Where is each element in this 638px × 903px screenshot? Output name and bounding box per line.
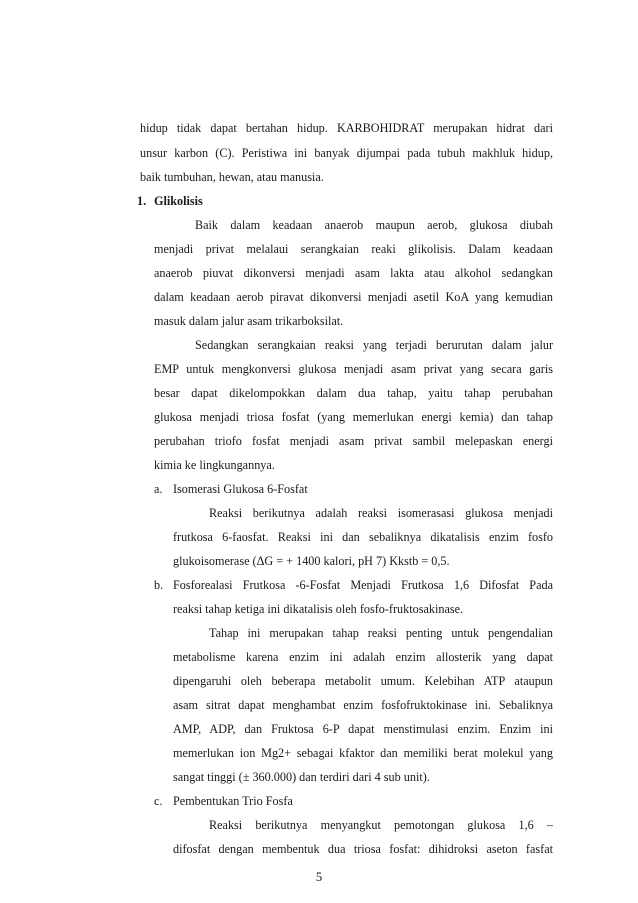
intro-line-3: baik tumbuhan, hewan, atau manusia. [140,170,324,184]
item-a-line-3: glukoisomerase (ΔG = + 1400 kalori, pH 7) Kkstb = 0,5. [173,554,450,568]
item-b-line-6: memerlukan ion Mg2+ sebagai kfaktor dan memiliki berat molekul yang [173,746,553,760]
item-b-line-2: metabolisme karena enzim ini adalah enzim allosterik yang dapat [173,650,553,664]
s1p1-line-3: anaerob piuvat dikonversi menjadi asam lakta atau alkohol sedangkan [154,266,553,280]
item-b-line-1: Tahap ini merupakan tahap reaksi penting untuk pengendalian [209,626,553,640]
intro-line-1: hidup tidak dapat bertahan hidup. KARBOHIDRAT merupakan hidrat dari [140,121,553,135]
item-b-title-line-2: reaksi tahap ketiga ini dikatalisis oleh fosfo-fruktosakinase. [173,602,464,616]
s1p1-line-2: menjadi privat melalaui serangkaian reaki glikolisis. Dalam keadaan [154,242,553,256]
s1p2-line-2: EMP untuk mengkonversi glukosa menjadi asam privat yang secara garis [154,362,553,376]
item-c-line-2: difosfat dengan membentuk dua triosa fosfat: dihidroksi aseton fasfat [173,842,553,856]
item-b-line-3: dipengaruhi oleh beberapa metabolit umum. Kelebihan ATP ataupun [173,674,553,688]
s1p1-line-1: Baik dalam keadaan anaerob maupun aerob, glukosa diubah [195,218,553,232]
s1p2-line-1: Sedangkan serangkaian reaksi yang terjadi berurutan dalam jalur [195,338,553,352]
item-c-title: Pembentukan Trio Fosfa [173,794,293,808]
item-a-marker: a. [154,482,163,496]
item-a-line-1: Reaksi berikutnya adalah reaksi isomerasasi glukosa menjadi [209,506,553,520]
s1p1-line-5: masuk dalam jalur asam trikarboksilat. [154,314,344,328]
item-c-line-1: Reaksi berikutnya menyangkut pemotongan glukosa 1,6 – [209,818,553,832]
s1p2-line-3: besar dapat dikelompokkan dalam dua tahap, yaitu tahap perubahan [154,386,553,400]
item-b-title-line-1: Fosforealasi Frutkosa -6-Fosfat Menjadi Frutkosa 1,6 Difosfat Pada [173,578,553,592]
s1p2-line-4: glukosa menjadi triosa fosfat (yang memerlukan energi kemia) dan tahap [154,410,553,424]
section-number: 1. [137,194,147,208]
item-b-line-5: AMP, ADP, dan Fruktosa 6-P dapat menstimulasi enzim. Enzim ini [173,722,553,736]
item-a-title: Isomerasi Glukosa 6-Fosfat [173,482,308,496]
page-number: 5 [315,870,323,884]
intro-line-2: unsur karbon (C). Peristiwa ini banyak dijumpai pada tubuh makhluk hidup, [140,146,553,160]
s1p2-line-5: perubahan triofo fosfat menjadi asam privat sambil melepaskan energi [154,434,553,448]
item-b-line-7: sangat tinggi (± 360.000) dan terdiri dari 4 sub unit). [173,770,430,784]
section-title: Glikolisis [154,194,203,208]
item-c-marker: c. [154,794,163,808]
s1p1-line-4: dalam keadaan aerob piravat dikonversi menjadi asetil KoA yang kemudian [154,290,553,304]
item-a-line-2: frutkosa 6-faosfat. Reaksi ini dan sebaliknya dikatalisis enzim fosfo [173,530,553,544]
item-b-line-4: asam sitrat dapat menghambat enzim fosfofruktokinase ini. Sebaliknya [173,698,553,712]
item-b-marker: b. [154,578,164,592]
s1p2-line-6: kimia ke lingkungannya. [154,458,275,472]
